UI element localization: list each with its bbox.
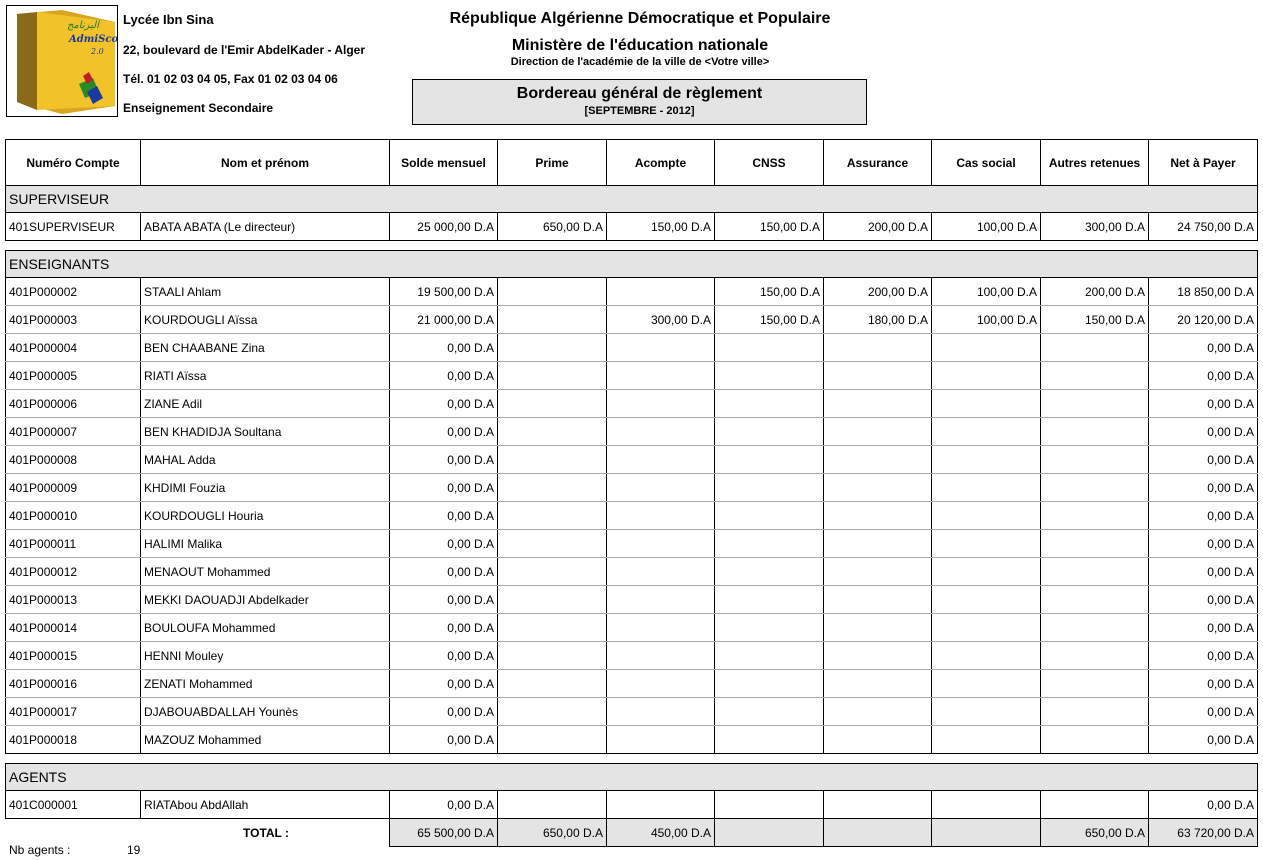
- table-cell: [607, 502, 715, 530]
- table-cell: 401P000016: [6, 670, 141, 698]
- column-header: Net à Payer: [1149, 140, 1258, 186]
- table-cell: 401P000012: [6, 558, 141, 586]
- table-cell: [824, 530, 932, 558]
- table-cell: [1041, 502, 1149, 530]
- table-cell: [607, 642, 715, 670]
- table-cell: 401P000005: [6, 362, 141, 390]
- table-cell: [824, 791, 932, 819]
- table-cell: 18 850,00 D.A: [1149, 278, 1258, 306]
- table-cell: 0,00 D.A: [390, 474, 498, 502]
- document-title-box: [412, 79, 867, 125]
- table-cell: [498, 446, 607, 474]
- table-row: [6, 698, 1258, 726]
- table-cell: ZENATI Mohammed: [141, 670, 390, 698]
- table-cell: 100,00 D.A: [932, 213, 1041, 241]
- table-cell: [715, 642, 824, 670]
- table-cell: [715, 362, 824, 390]
- table-cell: [607, 670, 715, 698]
- table-cell: [824, 614, 932, 642]
- column-header: Acompte: [607, 140, 715, 186]
- table-cell: 0,00 D.A: [1149, 446, 1258, 474]
- table-cell: [498, 502, 607, 530]
- table-cell: 0,00 D.A: [390, 558, 498, 586]
- table-cell: 401P000014: [6, 614, 141, 642]
- agents-count-value: 19: [127, 843, 141, 857]
- agents-count: [9, 843, 141, 857]
- table-cell: 401P000018: [6, 726, 141, 754]
- table-cell: 401P000010: [6, 502, 141, 530]
- table-cell: [715, 726, 824, 754]
- table-cell: [932, 418, 1041, 446]
- table-cell: [607, 558, 715, 586]
- table-cell: [932, 558, 1041, 586]
- table-cell: DJABOUABDALLAH Younès: [141, 698, 390, 726]
- table-cell: 401P000007: [6, 418, 141, 446]
- table-cell: 0,00 D.A: [1149, 586, 1258, 614]
- table-cell: 401P000011: [6, 530, 141, 558]
- table-cell: 20 120,00 D.A: [1149, 306, 1258, 334]
- table-cell: 0,00 D.A: [390, 642, 498, 670]
- table-cell: 200,00 D.A: [824, 213, 932, 241]
- table-cell: 0,00 D.A: [390, 726, 498, 754]
- table-cell: [1041, 446, 1149, 474]
- table-row: [6, 362, 1258, 390]
- table-cell: 0,00 D.A: [1149, 390, 1258, 418]
- table-cell: 21 000,00 D.A: [390, 306, 498, 334]
- table-row: [6, 306, 1258, 334]
- table-cell: 401SUPERVISEUR: [6, 213, 141, 241]
- table-cell: [715, 446, 824, 474]
- table-cell: 0,00 D.A: [1149, 791, 1258, 819]
- table-cell: [1041, 586, 1149, 614]
- table-cell: [607, 362, 715, 390]
- table-cell: MAHAL Adda: [141, 446, 390, 474]
- table-cell: [1041, 334, 1149, 362]
- table-cell: [498, 278, 607, 306]
- table-cell: [932, 791, 1041, 819]
- table-cell: [498, 642, 607, 670]
- total-cell: [715, 819, 824, 847]
- table-cell: [607, 614, 715, 642]
- table-cell: 24 750,00 D.A: [1149, 213, 1258, 241]
- table-cell: [932, 362, 1041, 390]
- table-cell: [607, 474, 715, 502]
- table-cell: 401P000004: [6, 334, 141, 362]
- table-cell: [932, 334, 1041, 362]
- table-cell: [932, 586, 1041, 614]
- table-cell: [824, 642, 932, 670]
- table-row: [6, 334, 1258, 362]
- table-row: [6, 390, 1258, 418]
- table-cell: [498, 390, 607, 418]
- table-cell: [715, 670, 824, 698]
- table-cell: 401P000002: [6, 278, 141, 306]
- table-cell: 0,00 D.A: [1149, 334, 1258, 362]
- document-period: [SEPTEMBRE - 2012]: [584, 105, 695, 117]
- table-cell: [824, 586, 932, 614]
- table-cell: [932, 614, 1041, 642]
- table-cell: [932, 390, 1041, 418]
- table-cell: [932, 726, 1041, 754]
- table-cell: BOULOUFA Mohammed: [141, 614, 390, 642]
- table-row: [6, 670, 1258, 698]
- table-row: [6, 791, 1258, 819]
- table-cell: [932, 502, 1041, 530]
- column-header: Cas social: [932, 140, 1041, 186]
- table-cell: [932, 446, 1041, 474]
- table-row: [6, 586, 1258, 614]
- table-cell: [1041, 726, 1149, 754]
- table-row: [6, 418, 1258, 446]
- table-cell: MENAOUT Mohammed: [141, 558, 390, 586]
- table-cell: [824, 502, 932, 530]
- table-cell: HALIMI Malika: [141, 530, 390, 558]
- table-cell: 300,00 D.A: [607, 306, 715, 334]
- section-spacer: [6, 754, 1258, 764]
- table-cell: [715, 474, 824, 502]
- table-cell: [498, 474, 607, 502]
- table-cell: [607, 418, 715, 446]
- table-cell: [824, 726, 932, 754]
- table-cell: 401P000009: [6, 474, 141, 502]
- table-cell: 200,00 D.A: [824, 278, 932, 306]
- table-cell: MAZOUZ Mohammed: [141, 726, 390, 754]
- table-cell: [498, 558, 607, 586]
- table-cell: 100,00 D.A: [932, 306, 1041, 334]
- table-cell: BEN CHAABANE Zina: [141, 334, 390, 362]
- table-cell: [824, 670, 932, 698]
- table-cell: [1041, 670, 1149, 698]
- table-row: [6, 446, 1258, 474]
- table-cell: 401P000008: [6, 446, 141, 474]
- table-cell: [1041, 418, 1149, 446]
- table-cell: [1041, 614, 1149, 642]
- table-cell: 19 500,00 D.A: [390, 278, 498, 306]
- table-cell: [715, 530, 824, 558]
- table-cell: [715, 418, 824, 446]
- table-cell: [1041, 698, 1149, 726]
- table-cell: [715, 586, 824, 614]
- table-cell: 0,00 D.A: [1149, 670, 1258, 698]
- table-cell: [498, 791, 607, 819]
- table-cell: ZIANE Adil: [141, 390, 390, 418]
- table-cell: [607, 586, 715, 614]
- table-cell: [607, 278, 715, 306]
- total-row: [6, 819, 1258, 847]
- agents-count-label: Nb agents :: [9, 843, 71, 857]
- school-address: 22, boulevard de l'Emir AbdelKader - Alger: [123, 43, 366, 57]
- table-cell: [1041, 642, 1149, 670]
- total-cell: [824, 819, 932, 847]
- table-cell: 150,00 D.A: [715, 278, 824, 306]
- table-cell: [824, 558, 932, 586]
- table-cell: 401P000013: [6, 586, 141, 614]
- svg-text:2.0: 2.0: [91, 47, 104, 56]
- table-cell: 0,00 D.A: [1149, 614, 1258, 642]
- table-cell: [932, 642, 1041, 670]
- table-header-row: [6, 140, 1258, 186]
- table-cell: [932, 474, 1041, 502]
- table-cell: 0,00 D.A: [390, 530, 498, 558]
- table-cell: [715, 334, 824, 362]
- table-cell: [607, 791, 715, 819]
- table-cell: 0,00 D.A: [1149, 502, 1258, 530]
- total-cell: 65 500,00 D.A: [390, 819, 498, 847]
- table-cell: 0,00 D.A: [1149, 530, 1258, 558]
- table-cell: 0,00 D.A: [390, 390, 498, 418]
- table-cell: 401P000015: [6, 642, 141, 670]
- table-cell: [607, 390, 715, 418]
- table-cell: [932, 530, 1041, 558]
- table-cell: [824, 362, 932, 390]
- table-cell: KOURDOUGLI Aïssa: [141, 306, 390, 334]
- table-row: [6, 614, 1258, 642]
- column-header: Autres retenues: [1041, 140, 1149, 186]
- table-cell: [607, 726, 715, 754]
- table-cell: HENNI Mouley: [141, 642, 390, 670]
- table-cell: [715, 791, 824, 819]
- table-cell: [824, 390, 932, 418]
- table-cell: [824, 418, 932, 446]
- table-cell: [498, 614, 607, 642]
- table-cell: [498, 334, 607, 362]
- section-title: ENSEIGNANTS: [6, 251, 1258, 278]
- table-cell: [1041, 474, 1149, 502]
- section-title: SUPERVISEUR: [6, 186, 1258, 213]
- table-cell: 150,00 D.A: [1041, 306, 1149, 334]
- table-cell: 0,00 D.A: [1149, 642, 1258, 670]
- table-cell: [498, 418, 607, 446]
- table-row: [6, 474, 1258, 502]
- republic-line: République Algérienne Démocratique et Populaire: [449, 10, 831, 27]
- svg-text:AdmiSco: AdmiSco: [69, 34, 117, 45]
- total-cell: 650,00 D.A: [1041, 819, 1149, 847]
- table-cell: 401P000006: [6, 390, 141, 418]
- table-cell: 0,00 D.A: [390, 586, 498, 614]
- total-cell: 650,00 D.A: [498, 819, 607, 847]
- table-cell: 0,00 D.A: [390, 446, 498, 474]
- total-cell: 63 720,00 D.A: [1149, 819, 1258, 847]
- school-phone: Tél. 01 02 03 04 05, Fax 01 02 03 04 06: [123, 72, 338, 86]
- table-cell: 150,00 D.A: [607, 213, 715, 241]
- table-cell: 0,00 D.A: [390, 334, 498, 362]
- table-cell: 0,00 D.A: [390, 362, 498, 390]
- table-cell: 401C000001: [6, 791, 141, 819]
- table-cell: 0,00 D.A: [390, 502, 498, 530]
- table-row: [6, 726, 1258, 754]
- table-cell: 401P000003: [6, 306, 141, 334]
- column-header: Prime: [498, 140, 607, 186]
- table-cell: [715, 390, 824, 418]
- table-cell: 0,00 D.A: [1149, 362, 1258, 390]
- table-cell: ABATA ABATA (Le directeur): [141, 213, 390, 241]
- payroll-table: [5, 139, 1258, 847]
- table-cell: [1041, 362, 1149, 390]
- school-logo: [6, 5, 118, 117]
- table-cell: 401P000017: [6, 698, 141, 726]
- table-cell: [1041, 390, 1149, 418]
- document-title: Bordereau général de règlement: [516, 85, 763, 102]
- table-cell: [498, 726, 607, 754]
- table-cell: RIATI Aïssa: [141, 362, 390, 390]
- school-name: Lycée Ibn Sina: [123, 12, 214, 27]
- column-header: Nom et prénom: [141, 140, 390, 186]
- table-row: [6, 558, 1258, 586]
- table-cell: KOURDOUGLI Houria: [141, 502, 390, 530]
- table-cell: STAALI Ahlam: [141, 278, 390, 306]
- table-cell: 0,00 D.A: [390, 698, 498, 726]
- table-cell: 0,00 D.A: [1149, 474, 1258, 502]
- table-cell: [824, 474, 932, 502]
- table-cell: [1041, 558, 1149, 586]
- column-header: Solde mensuel: [390, 140, 498, 186]
- table-cell: KHDIMI Fouzia: [141, 474, 390, 502]
- table-cell: 150,00 D.A: [715, 306, 824, 334]
- section-header-row: [6, 764, 1258, 791]
- table-cell: BEN KHADIDJA Soultana: [141, 418, 390, 446]
- table-cell: [1041, 791, 1149, 819]
- table-cell: 0,00 D.A: [1149, 418, 1258, 446]
- table-row: [6, 642, 1258, 670]
- table-cell: [1041, 530, 1149, 558]
- table-cell: 0,00 D.A: [390, 614, 498, 642]
- table-cell: 650,00 D.A: [498, 213, 607, 241]
- table-cell: RIATAbou AbdAllah: [141, 791, 390, 819]
- section-spacer: [6, 241, 1258, 251]
- table-cell: 150,00 D.A: [715, 213, 824, 241]
- table-cell: [498, 586, 607, 614]
- table-cell: [498, 306, 607, 334]
- school-type: Enseignement Secondaire: [123, 101, 274, 115]
- table-cell: 0,00 D.A: [1149, 558, 1258, 586]
- table-cell: 0,00 D.A: [1149, 726, 1258, 754]
- ministry-line: Ministère de l'éducation nationale: [511, 37, 769, 54]
- table-cell: [607, 530, 715, 558]
- total-label: TOTAL :: [243, 825, 289, 840]
- column-header: Assurance: [824, 140, 932, 186]
- table-cell: [715, 502, 824, 530]
- table-cell: [607, 446, 715, 474]
- table-cell: [498, 530, 607, 558]
- table-cell: [932, 670, 1041, 698]
- table-cell: [715, 698, 824, 726]
- table-cell: 25 000,00 D.A: [390, 213, 498, 241]
- table-cell: 180,00 D.A: [824, 306, 932, 334]
- table-cell: 0,00 D.A: [390, 418, 498, 446]
- table-cell: [932, 698, 1041, 726]
- section-header-row: [6, 186, 1258, 213]
- table-cell: [824, 334, 932, 362]
- total-cell: [932, 819, 1041, 847]
- table-cell: 300,00 D.A: [1041, 213, 1149, 241]
- column-header: Numéro Compte: [6, 140, 141, 186]
- table-cell: [498, 362, 607, 390]
- section-header-row: [6, 251, 1258, 278]
- table-cell: 200,00 D.A: [1041, 278, 1149, 306]
- table-cell: [498, 670, 607, 698]
- column-header: CNSS: [715, 140, 824, 186]
- total-cell: 450,00 D.A: [607, 819, 715, 847]
- table-row: [6, 213, 1258, 241]
- table-row: [6, 278, 1258, 306]
- table-cell: 0,00 D.A: [390, 670, 498, 698]
- table-cell: [607, 698, 715, 726]
- table-cell: [607, 334, 715, 362]
- table-cell: [498, 698, 607, 726]
- table-cell: [824, 446, 932, 474]
- direction-line: Direction de l'académie de la ville de <Votre ville>: [510, 56, 770, 68]
- table-cell: [715, 558, 824, 586]
- table-cell: [715, 614, 824, 642]
- table-cell: 0,00 D.A: [390, 791, 498, 819]
- table-row: [6, 502, 1258, 530]
- table-cell: MEKKI DAOUADJI Abdelkader: [141, 586, 390, 614]
- table-cell: [824, 698, 932, 726]
- section-title: AGENTS: [6, 764, 1258, 791]
- svg-text:ﺍﻟﺒﺮﻧﺎﻣﺞ: ﺍﻟﺒﺮﻧﺎﻣﺞ: [67, 20, 100, 31]
- table-cell: 0,00 D.A: [1149, 698, 1258, 726]
- table-cell: 100,00 D.A: [932, 278, 1041, 306]
- table-row: [6, 530, 1258, 558]
